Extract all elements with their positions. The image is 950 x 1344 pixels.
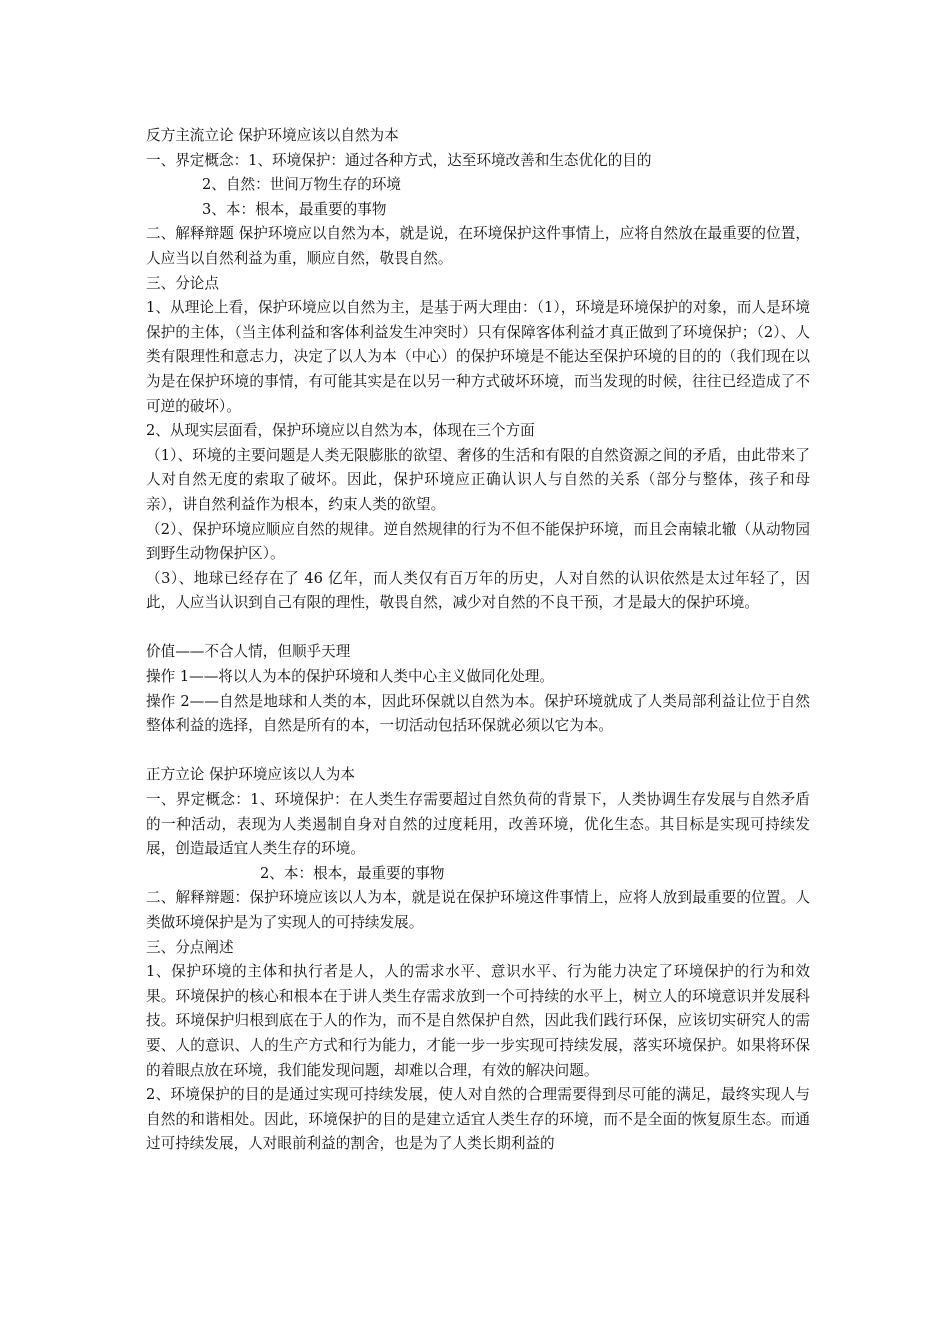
operation-2: 操作 2——自然是地球和人类的本，因此环保就以自然为本。保护环境就成了人类局部利益让位于自然整体利益的选择，自然是所有的本，一切活动包括环保就必须以它为本。 [146, 692, 810, 735]
operation-1: 操作 1——将以人为本的保护环境和人类中心主义做同化处理。 [146, 668, 554, 686]
con-definition-1: 一、界定概念：1、环境保护：通过各种方式，达至环境改善和生态优化的目的 [146, 151, 652, 169]
con-explanation: 二、解释辩题 保护环境应以自然为本，就是说，在环境保护这件事情上，应将自然放在最重要的位置，人应当以自然利益为重，顺应自然，敬畏自然。 [146, 225, 810, 267]
con-definition-3: 3、本：根本，最重要的事物 [202, 200, 387, 218]
pro-explanation: 二、解释辩题：保护环境应该以人为本，就是说在保护环境这件事情上，应将人放到最重要的位置。人类做环境保护是为了实现人的可持续发展。 [146, 889, 810, 931]
document-body [146, 124, 810, 1157]
blank-line [146, 616, 810, 641]
pro-definition-1: 一、界定概念：1、环境保护：在人类生存需要超过自然负荷的背景下，人类协调生存发展与自然矛盾的一种活动，表现为人类遏制自身对自然的过度耗用，改善环境，优化生态。其目标是实现可持续发展，创造最适宜人类生存的环境。 [146, 791, 810, 858]
blank-line [146, 739, 810, 764]
con-definition-2: 2、自然：世间万物生存的环境 [202, 176, 402, 194]
pro-points-heading: 三、分点阐述 [146, 938, 234, 956]
pro-point-2: 2、环境保护的目的是通过实现可持续发展，使人对自然的合理需要得到尽可能的满足，最终实现人与自然的和谐相处。因此，环境保护的目的是建立适宜人类生存的环境，而不是全面的恢复原生态。而通过可持续发展，人对眼前利益的割舍，也是为了人类长期利益的 [146, 1086, 810, 1153]
pro-title: 正方立论 保护环境应该以人为本 [146, 766, 355, 784]
con-point-2-2: （2）、保护环境应顺应自然的规律。逆自然规律的行为不但不能保护环境，而且会南辕北辙（从动物园到野生动物保护区）。 [146, 520, 810, 563]
con-point-2-1: （1）、环境的主要问题是人类无限膨胀的欲望、奢侈的生活和有限的自然资源之间的矛盾，由此带来了人对自然无度的索取了破坏。因此，保护环境应正确认识人与自然的关系（部分与整体，孩子和母亲），讲自然利益作为根本，约束人类的欲望。 [146, 446, 810, 513]
con-point-1: 1、从理论上看，保护环境应以自然为主，是基于两大理由：（1），环境是环境保护的对象，而人是环境保护的主体，（当主体利益和客体利益发生冲突时）只有保障客体利益才真正做到了环境保护；（2）、人类有限理性和意志力，决定了以人为本（中心）的保护环境是不能达至保护环境的目的的（我们现在以为是在保护环境的事情，有可能其实是在以另一种方式破坏环境，而当发现的时候，往往已经造成了不可逆的破坏）。 [146, 299, 810, 415]
value-line: 价值——不合人情，但顺乎天理 [146, 643, 351, 661]
pro-definition-2: 2、本：根本，最重要的事物 [260, 864, 445, 882]
con-point-2-3: （3）、地球已经存在了 46 亿年，而人类仅有百万年的历史，人对自然的认识依然是太过年轻了，因此，人应当认识到自己有限的理性，敬畏自然，减少对自然的不良干预，才是最大的保护环境。 [146, 569, 810, 612]
pro-point-1: 1、保护环境的主体和执行者是人，人的需求水平、意识水平、行为能力决定了环境保护的行为和效果。环境保护的核心和根本在于讲人类生存需求放到一个可持续的水平上，树立人的环境意识并发展科技。环境保护归根到底在于人的作为，而不是自然保护自然，因此我们践行环保，应该切实研究人的需要、人的意识、人的生产方式和行为能力，才能一步一步实现可持续发展，落实环境保护。如果将环保的着眼点放在环境，我们能发现问题，却难以合理，有效的解决问题。 [146, 963, 810, 1079]
con-points-heading: 三、分论点 [146, 274, 219, 292]
con-point-2: 2、从现实层面看，保护环境应以自然为本，体现在三个方面 [146, 422, 535, 440]
con-title: 反方主流立论 保护环境应该以自然为本 [146, 127, 399, 144]
